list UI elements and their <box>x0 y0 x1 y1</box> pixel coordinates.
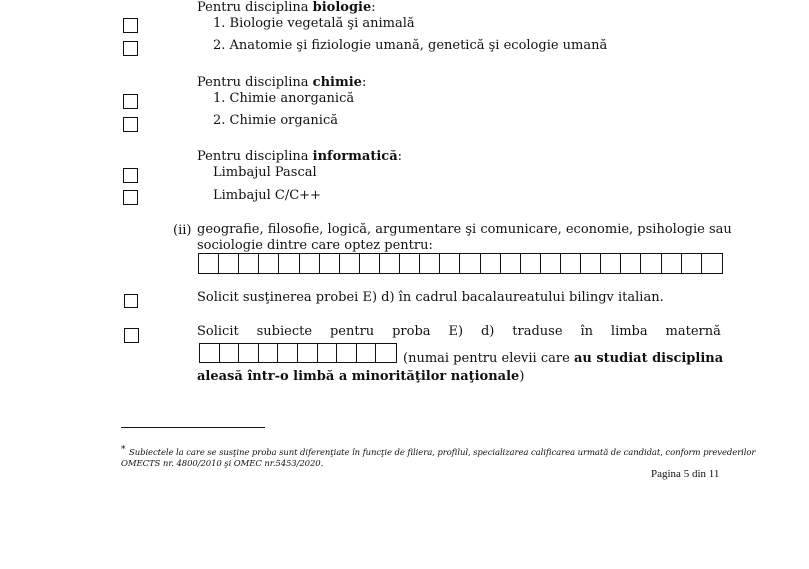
letter-box[interactable] <box>581 254 601 273</box>
informatics-option-1-label: Limbajul Pascal <box>213 165 317 180</box>
letter-box[interactable] <box>561 254 581 273</box>
bilingual-exam-label: Solicit susţinerea probei E) d) în cadrul bacalaureatului bilingv italian. <box>197 290 664 305</box>
letter-box[interactable] <box>501 254 521 273</box>
letter-box[interactable] <box>300 254 320 273</box>
footnote-marker: * <box>121 445 126 455</box>
letter-box[interactable] <box>541 254 561 273</box>
translated-subjects-word: subiecte <box>256 324 313 339</box>
letter-box[interactable] <box>621 254 641 273</box>
letter-box[interactable] <box>460 254 480 273</box>
letter-box[interactable] <box>318 344 338 362</box>
translated-subjects-word: traduse <box>512 324 563 339</box>
translated-subjects-word: în <box>580 324 593 339</box>
letter-box[interactable] <box>199 254 219 273</box>
letter-box[interactable] <box>298 344 318 362</box>
subject-choice-letter-grid[interactable] <box>198 253 723 274</box>
biology-heading: Pentru disciplina biologie: <box>197 0 376 15</box>
translated-subjects-word: proba <box>392 324 431 339</box>
letter-box[interactable] <box>400 254 420 273</box>
biology-option-1-checkbox[interactable] <box>123 18 138 33</box>
letter-box[interactable] <box>360 254 380 273</box>
letter-box[interactable] <box>380 254 400 273</box>
letter-box[interactable] <box>259 254 279 273</box>
translated-subjects-word: pentru <box>329 324 375 339</box>
letter-box[interactable] <box>521 254 541 273</box>
translated-subjects-word: maternă <box>665 324 721 339</box>
informatics-heading: Pentru disciplina informatică: <box>197 149 403 164</box>
letter-box[interactable] <box>340 254 360 273</box>
translated-subjects-word: E) <box>448 324 464 339</box>
letter-box[interactable] <box>320 254 340 273</box>
biology-option-2-checkbox[interactable] <box>123 41 138 56</box>
section-ii-line-2: sociologie dintre care optez pentru: <box>197 238 433 253</box>
chemistry-option-1-label: 1. Chimie anorganică <box>213 91 355 106</box>
mother-tongue-letter-grid[interactable] <box>199 343 397 363</box>
letter-box[interactable] <box>219 254 239 273</box>
footnote-line-2: OMECTS nr. 4800/2010 şi OMEC nr.5453/2020. <box>121 459 324 469</box>
letter-box[interactable] <box>376 344 396 362</box>
letter-box[interactable] <box>259 344 279 362</box>
translated-subjects-line-1 <box>197 324 721 340</box>
translated-subjects-line-3: aleasă într-o limbă a minorităţilor naţionale) <box>197 369 525 384</box>
translated-subjects-word: limba <box>610 324 648 339</box>
letter-box[interactable] <box>239 344 259 362</box>
informatics-option-2-label: Limbajul C/C++ <box>213 188 321 203</box>
translated-subjects-word: d) <box>480 324 495 339</box>
footnote-separator <box>121 427 265 428</box>
chemistry-option-2-checkbox[interactable] <box>123 117 138 132</box>
letter-box[interactable] <box>357 344 377 362</box>
letter-box[interactable] <box>200 344 220 362</box>
letter-box[interactable] <box>278 344 298 362</box>
section-ii-line-1: geografie, filosofie, logică, argumentare şi comunicare, economie, psihologie sau <box>197 222 732 237</box>
letter-box[interactable] <box>662 254 682 273</box>
translated-subjects-line-2: (numai pentru elevii care au studiat disciplina <box>403 351 724 366</box>
letter-box[interactable] <box>682 254 702 273</box>
chemistry-option-2-label: 2. Chimie organică <box>213 113 338 128</box>
letter-box[interactable] <box>601 254 621 273</box>
biology-option-1-label: 1. Biologie vegetală şi animală <box>213 16 415 31</box>
page-number: Pagina 5 din 11 <box>651 468 720 480</box>
letter-box[interactable] <box>220 344 240 362</box>
informatics-option-1-checkbox[interactable] <box>123 168 138 183</box>
chemistry-option-1-checkbox[interactable] <box>123 94 138 109</box>
chemistry-heading: Pentru disciplina chimie: <box>197 75 367 90</box>
letter-box[interactable] <box>440 254 460 273</box>
section-ii-marker: (ii) <box>173 223 192 238</box>
letter-box[interactable] <box>481 254 501 273</box>
letter-box[interactable] <box>279 254 299 273</box>
letter-box[interactable] <box>702 254 722 273</box>
biology-option-2-label: 2. Anatomie şi fiziologie umană, genetică şi ecologie umană <box>213 38 608 53</box>
bilingual-exam-checkbox[interactable] <box>124 294 138 308</box>
letter-box[interactable] <box>337 344 357 362</box>
letter-box[interactable] <box>420 254 440 273</box>
letter-box[interactable] <box>239 254 259 273</box>
letter-box[interactable] <box>641 254 661 273</box>
informatics-option-2-checkbox[interactable] <box>123 190 138 205</box>
translated-subjects-checkbox[interactable] <box>124 328 139 343</box>
translated-subjects-word: Solicit <box>197 324 239 339</box>
footnote-line-1: Subiectele la care se susţine proba sunt diferenţiate în funcţie de filiera, profilul, specializarea calificarea urmată de candidat, conform prevederilor <box>129 448 756 458</box>
